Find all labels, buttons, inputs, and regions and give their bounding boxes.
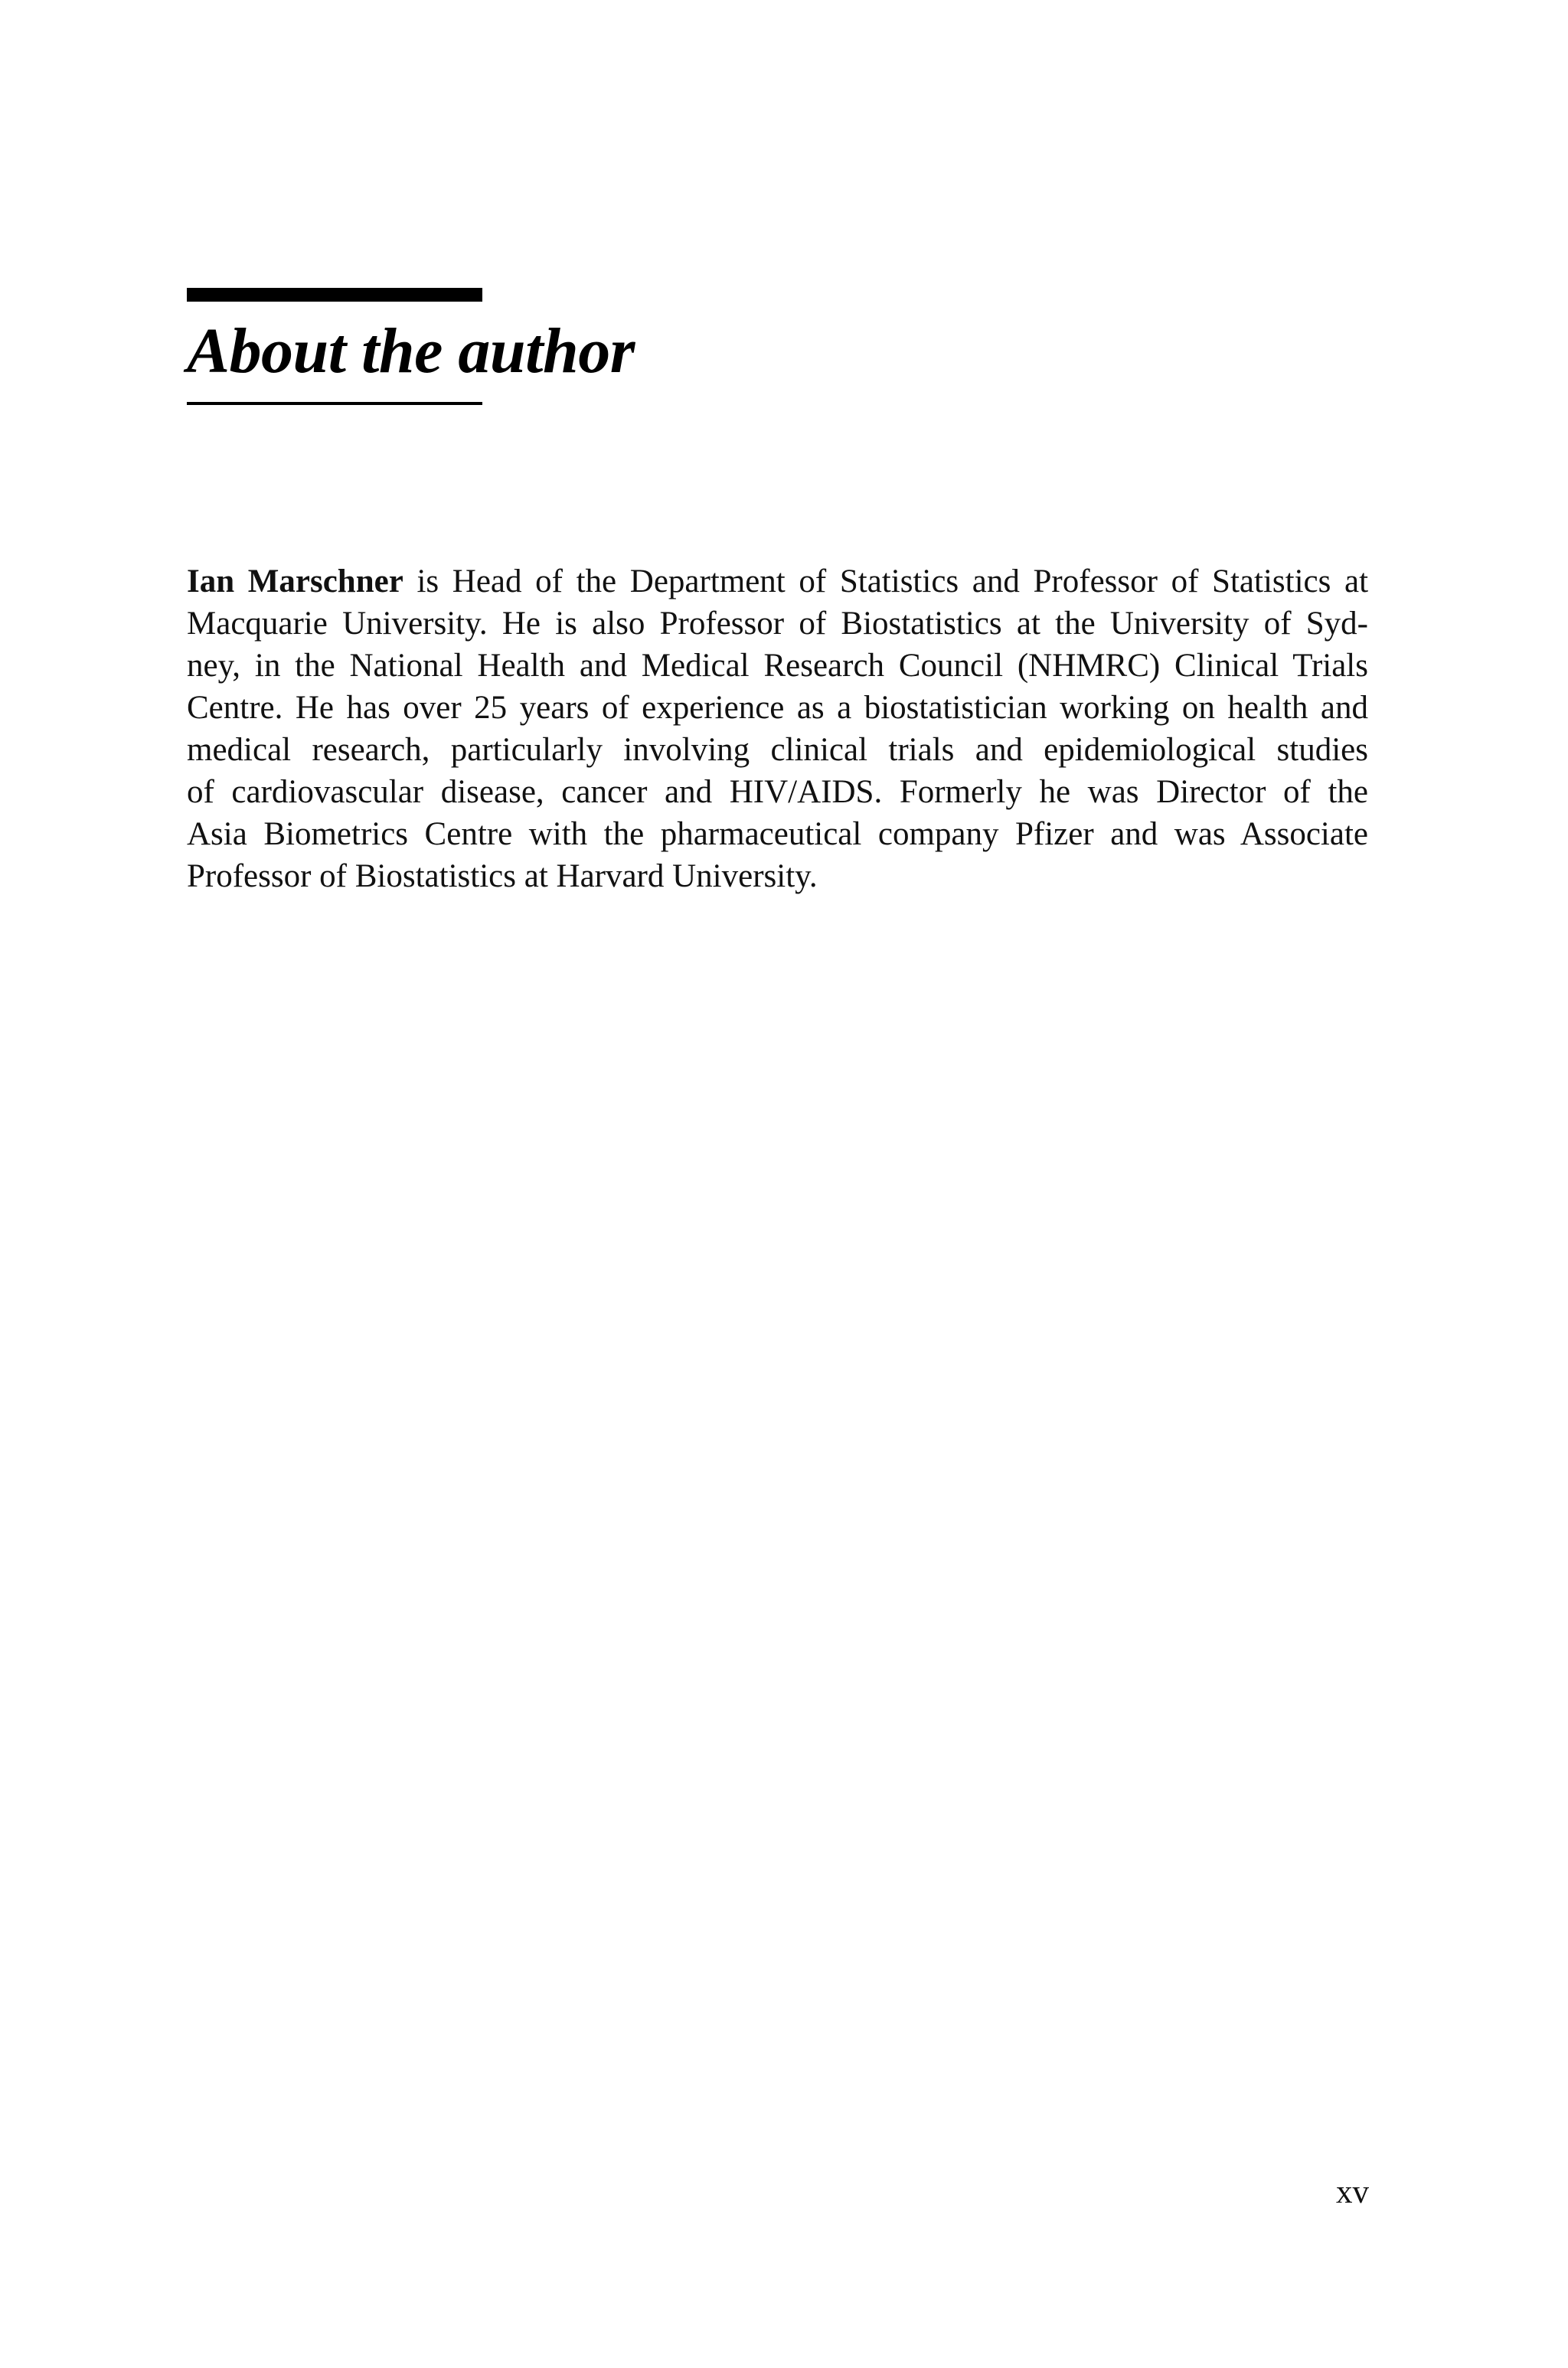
chapter-heading-rule-bottom xyxy=(187,402,482,405)
chapter-heading-rule-top xyxy=(187,288,482,302)
bio-line: Macquarie University. He is also Professor of Biostatistics at the University of Syd- xyxy=(187,606,1368,642)
bio-line: ney, in the National Health and Medical Research Council (NHMRC) Clinical Trials xyxy=(187,648,1368,684)
bio-line: Professor of Biostatistics at Harvard University. xyxy=(187,858,818,894)
page-number: xv xyxy=(1336,2174,1369,2210)
bio-line: of cardiovascular disease, cancer and HIV/AIDS. Formerly he was Director of the xyxy=(187,774,1368,810)
bio-line xyxy=(187,560,1368,603)
bio-line-text: is Head of the Department of Statistics and Professor of Statistics at xyxy=(403,563,1369,599)
bio-line: Centre. He has over 25 years of experience as a biostatistician working on health and xyxy=(187,690,1368,726)
author-name: Ian Marschner xyxy=(187,563,403,599)
bio-line: medical research, particularly involving clinical trials and epidemiological studies xyxy=(187,732,1368,768)
chapter-title: About the author xyxy=(187,315,635,387)
author-bio-paragraph xyxy=(187,560,1368,897)
bio-line: Asia Biometrics Centre with the pharmaceutical company Pfizer and was Associate xyxy=(187,816,1368,852)
